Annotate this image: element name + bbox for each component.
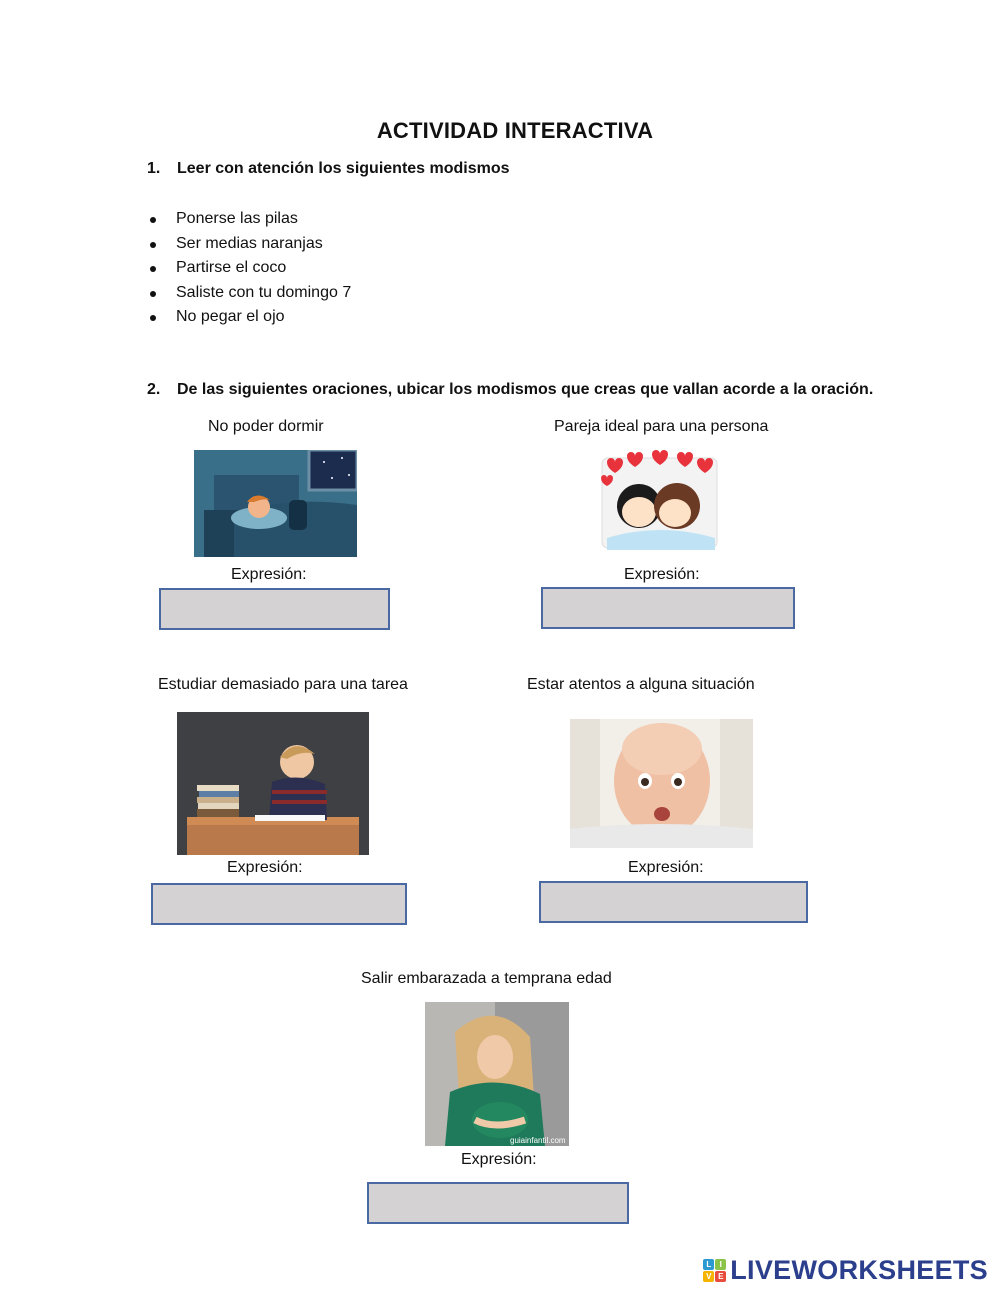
idiom-text: Saliste con tu domingo 7 <box>176 283 352 301</box>
list-item <box>148 281 351 306</box>
list-item <box>148 232 351 257</box>
logo-letter: V <box>703 1271 714 1282</box>
logo-letter: E <box>715 1271 726 1282</box>
idiom-text: Ser medias naranjas <box>176 234 323 252</box>
logo-text: LIVEWORKSHEETS <box>730 1255 988 1285</box>
question-2 <box>147 381 873 399</box>
idiom-text: No pegar el ojo <box>176 308 285 326</box>
question-1-number: 1. <box>147 160 161 177</box>
question-1-text: Leer con atención los siguientes modismos <box>177 160 510 177</box>
logo-letter: L <box>703 1259 714 1270</box>
list-item <box>148 207 351 232</box>
logo-grid-icon <box>703 1259 726 1282</box>
answer-field[interactable] <box>541 587 795 629</box>
item-caption: Salir embarazada a temprana edad <box>361 970 612 987</box>
expression-label: Expresión: <box>227 859 303 876</box>
expression-label: Expresión: <box>628 859 704 876</box>
page-title: ACTIVIDAD INTERACTIVA <box>376 118 654 143</box>
list-item <box>148 256 351 281</box>
question-2-number: 2. <box>147 381 161 398</box>
expression-label: Expresión: <box>624 566 700 583</box>
expression-label: Expresión: <box>231 566 307 583</box>
answer-field[interactable] <box>159 588 390 630</box>
idiom-text: Ponerse las pilas <box>176 210 298 227</box>
answer-field[interactable] <box>539 881 808 923</box>
idiom-list <box>148 207 351 330</box>
photo-watermark: guiainfantil.com <box>510 1136 566 1145</box>
idiom-text: Partirse el coco <box>176 259 287 277</box>
question-2-text: De las siguientes oraciones, ubicar los modismos que creas que vallan acorde a la oración. <box>177 381 874 398</box>
item-caption: Estar atentos a alguna situación <box>527 676 755 693</box>
answer-field[interactable] <box>151 883 407 925</box>
item-caption: No poder dormir <box>208 418 324 435</box>
pregnant-teen-image <box>425 1002 569 1146</box>
sleepless-boy-image <box>194 450 357 557</box>
studying-boy-image <box>177 712 369 855</box>
question-1 <box>147 160 510 178</box>
answer-field[interactable] <box>367 1182 629 1224</box>
surprised-baby-image <box>570 719 753 848</box>
expression-label: Expresión: <box>461 1151 537 1168</box>
item-caption: Pareja ideal para una persona <box>554 418 769 435</box>
logo-letter: I <box>715 1259 726 1270</box>
liveworksheets-logo <box>703 1255 988 1286</box>
couple-image <box>597 450 723 557</box>
item-caption: Estudiar demasiado para una tarea <box>158 676 408 693</box>
list-item <box>148 305 351 330</box>
